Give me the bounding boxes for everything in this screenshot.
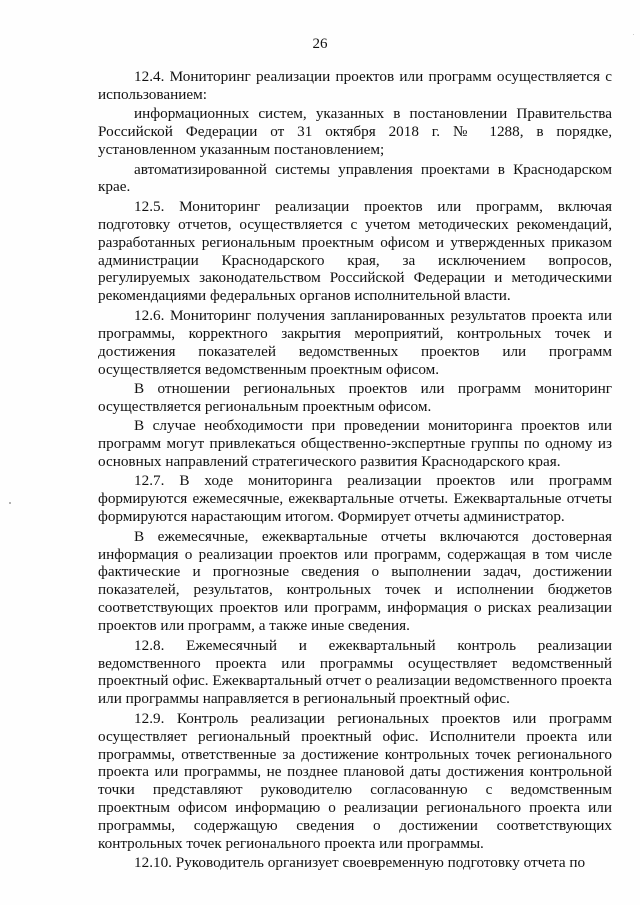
page-number: 26: [312, 36, 328, 52]
paragraph-12-5: 12.5. Мониторинг реализации проектов или программ, включая подготовку отчетов, осуществляется с учетом методических рекомендаций, разработанных региональным проектным офисом и утвержденных приказом администрации Краснодарского края, за исключением вопросов, регулируемых законодательством Российской Федерации и методическими рекомендациями федеральных органов исполнительной власти.: [98, 197, 612, 305]
scan-dot: [9, 502, 11, 504]
paragraph-information-systems: информационных систем, указанных в постановлении Правительства Российской Федерации от 31 октября 2018 г. № 1288, в порядке, установленном указанным постановлением;: [98, 105, 612, 159]
paragraph-12-10: 12.10. Руководитель организует своевременную подготовку отчета по: [134, 854, 586, 872]
paragraph-report-contents: В ежемесячные, ежеквартальные отчеты включаются достоверная информация о реализации проектов или программ, содержащая в том числе фактические и прогнозные сведения о выполнении задач, достижении показателей, результатов, контрольных точек и исполнении бюджетов соответствующих проектов или программ, информация о рисках реализации проектов или программ, а также иные сведения.: [98, 527, 612, 635]
paragraph-automated-system: автоматизированной системы управления проектами в Краснодарском крае.: [98, 160, 612, 196]
paragraph-regional-monitoring: В отношении региональных проектов или программ мониторинг осуществляется региональным проектным офисом.: [98, 379, 612, 415]
paragraph-expert-groups: В случае необходимости при проведении мониторинга проектов или программ могут привлекаться общественно-экспертные группы по одному из основных направлений стратегического развития Краснодарского края.: [98, 417, 612, 471]
scan-speck: [633, 34, 634, 35]
paragraph-12-6: 12.6. Мониторинг получения запланированных результатов проекта или программы, корректного закрытия мероприятий, контрольных точек и достижения показателей ведомственных проектов или программ осуществляется ведомственным проектным офисом.: [98, 306, 612, 378]
paragraph-12-7: 12.7. В ходе мониторинга реализации проектов или программ формируются ежемесячные, ежеквартальные отчеты. Ежеквартальные отчеты формируются нарастающим итогом. Формирует отчеты администратор.: [98, 472, 612, 526]
paragraph-12-4: 12.4. Мониторинг реализации проектов или программ осуществляется с использованием:: [98, 68, 612, 103]
paragraph-12-9: 12.9. Контроль реализации региональных проектов или программ осуществляет региональный проектный офис. Исполнители проекта или программы, ответственные за достижение контрольных точек регионального проекта или программы, не позднее плановой даты достижения контрольной точки представляют руководителю согласованную с ведомственным проектным офисом информацию о реализации регионального проекта или программы, содержащую сведения о достижении соответствующих контрольных точек регионального проекта или программы.: [98, 709, 612, 853]
document-body: [98, 68, 612, 872]
paragraph-12-8: 12.8. Ежемесячный и ежеквартальный контроль реализации ведомственного проекта или программы осуществляет ведомственный проектный офис. Ежеквартальный отчет о реализации ведомственного проекта или программы направляется в региональный проектный офис.: [98, 636, 612, 708]
